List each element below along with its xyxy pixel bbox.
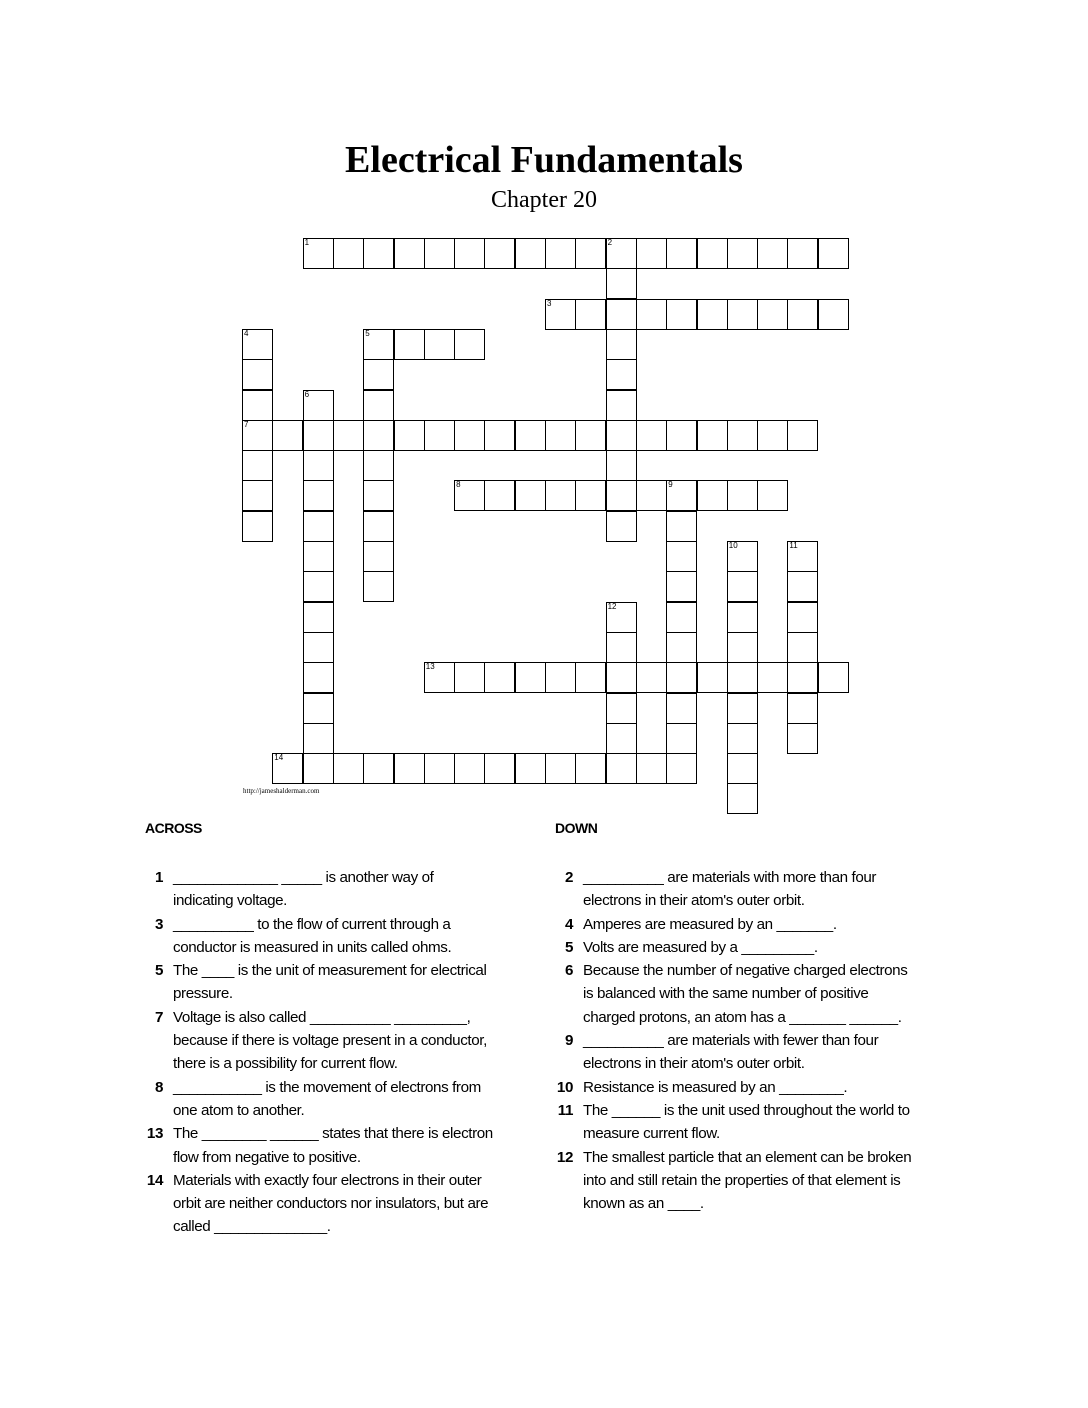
source-url: http://jameshalderman.com (243, 787, 320, 795)
grid-cell[interactable] (666, 723, 697, 754)
grid-cell[interactable] (424, 329, 455, 360)
grid-cell[interactable] (787, 571, 818, 602)
across-clue-list (141, 866, 496, 1239)
page-title: Electrical Fundamentals (345, 139, 743, 181)
clue-down-12: 12 The smallest particle that an element can be broken into and still retain the properties of that element is known as an ____. (556, 1148, 912, 1213)
grid-cell[interactable] (545, 420, 576, 451)
grid-cell[interactable] (575, 238, 606, 269)
grid-cell[interactable] (606, 329, 637, 360)
grid-cell[interactable] (787, 662, 818, 693)
grid-cell[interactable] (454, 753, 485, 784)
grid-cell[interactable] (666, 662, 697, 693)
clue-number: 13 (425, 662, 435, 672)
grid-cell[interactable] (242, 329, 273, 360)
grid-cell[interactable] (515, 480, 546, 511)
grid-cell[interactable] (666, 480, 697, 511)
grid-cell[interactable] (303, 723, 334, 754)
grid-cell[interactable] (727, 723, 758, 754)
grid-cell[interactable] (242, 359, 273, 390)
grid-cell[interactable] (606, 238, 637, 269)
grid-cell[interactable] (515, 420, 546, 451)
grid-cell[interactable] (363, 238, 394, 269)
grid-cell[interactable] (454, 329, 485, 360)
grid-cell[interactable] (727, 602, 758, 633)
grid-cell[interactable] (787, 693, 818, 724)
grid-cell[interactable] (363, 541, 394, 572)
grid-cell[interactable] (242, 390, 273, 421)
grid-cell[interactable] (818, 299, 849, 330)
grid-cell[interactable] (697, 480, 728, 511)
grid-cell[interactable] (303, 420, 334, 451)
clue-number: 1 (304, 238, 310, 247)
grid-cell[interactable] (545, 238, 576, 269)
clue-down-5: 5 Volts are measured by a _________. (564, 938, 818, 956)
down-clue-list (551, 866, 921, 1215)
clue-across-5: 5 The ____ is the unit of measurement for electrical pressure. (154, 962, 487, 1003)
grid-cell[interactable] (242, 450, 273, 481)
grid-cell[interactable] (484, 420, 515, 451)
grid-cell[interactable] (454, 662, 485, 693)
grid-cell[interactable] (333, 238, 364, 269)
grid-cell[interactable] (363, 359, 394, 390)
grid-cell[interactable] (727, 299, 758, 330)
grid-cell[interactable] (697, 238, 728, 269)
grid-cell[interactable] (666, 571, 697, 602)
grid-cell[interactable] (575, 480, 606, 511)
grid-cell[interactable] (303, 662, 334, 693)
grid-cell[interactable] (363, 511, 394, 542)
grid-cell[interactable] (242, 511, 273, 542)
grid-cell[interactable] (454, 420, 485, 451)
clue-number: 5 (365, 328, 370, 338)
grid-cell[interactable] (757, 238, 788, 269)
grid-cell[interactable] (606, 753, 637, 784)
clue-down-10: 10 Resistance is measured by an ________. (556, 1078, 848, 1096)
grid-cell[interactable] (575, 662, 606, 693)
grid-cell[interactable] (484, 238, 515, 269)
grid-cell[interactable] (606, 662, 637, 693)
grid-cell[interactable] (787, 602, 818, 633)
grid-cell[interactable] (787, 723, 818, 754)
grid-cell[interactable] (727, 632, 758, 663)
grid-cell[interactable] (303, 753, 334, 784)
grid-cell[interactable] (515, 238, 546, 269)
grid-cell[interactable] (545, 480, 576, 511)
grid-cell[interactable] (666, 541, 697, 572)
clue-across-8: 8 ___________ is the movement of electrons from one atom to another. (154, 1078, 481, 1119)
grid-cell[interactable] (727, 783, 758, 814)
grid-cell[interactable] (363, 480, 394, 511)
grid-cell[interactable] (363, 753, 394, 784)
grid-cell[interactable] (818, 662, 849, 693)
clue-number: 12 (607, 601, 617, 611)
grid-cell[interactable] (727, 238, 758, 269)
grid-cell[interactable] (606, 268, 637, 299)
grid-cell[interactable] (666, 632, 697, 663)
down-heading: DOWN (555, 820, 598, 836)
grid-cell[interactable] (545, 753, 576, 784)
page-subtitle: Chapter 20 (491, 187, 597, 213)
grid-cell[interactable] (606, 632, 637, 663)
grid-cell[interactable] (394, 329, 425, 360)
grid-cell[interactable] (727, 753, 758, 784)
grid-cell[interactable] (606, 602, 637, 633)
grid-cell[interactable] (303, 693, 334, 724)
grid-cell[interactable] (636, 299, 667, 330)
clue-across-7: 7 Voltage is also called __________ _________, because if there is voltage present in a conductor, there is a possibility for current flow. (154, 1008, 487, 1073)
clue-across-13: 13 The ________ ______ states that there is electron flow from negative to positive. (146, 1125, 493, 1166)
grid-cell[interactable] (606, 390, 637, 421)
grid-cell[interactable] (818, 238, 849, 269)
grid-cell[interactable] (727, 693, 758, 724)
grid-cell[interactable] (606, 693, 637, 724)
grid-cell[interactable] (606, 450, 637, 481)
clue-number: 8 (456, 480, 461, 490)
grid-cell[interactable] (787, 541, 818, 572)
grid-cell[interactable] (606, 299, 637, 330)
grid-cell[interactable] (606, 480, 637, 511)
clue-down-11: 11 The ______ is the unit used throughout the world to measure current flow. (557, 1101, 910, 1143)
grid-cell[interactable] (606, 723, 637, 754)
grid-cell[interactable] (666, 753, 697, 784)
grid-cell[interactable] (363, 420, 394, 451)
grid-cell[interactable] (606, 359, 637, 390)
clue-number: 2 (607, 238, 613, 247)
grid-cell[interactable] (424, 420, 455, 451)
grid-cell[interactable] (787, 420, 818, 451)
clue-across-14: 14 Materials with exactly four electrons in their outer orbit are neither conductors nor insulators, but are called ______________. (146, 1171, 489, 1236)
grid-cell[interactable] (424, 753, 455, 784)
clue-number: 7 (244, 419, 249, 429)
grid-cell[interactable] (424, 238, 455, 269)
grid-cell[interactable] (727, 541, 758, 572)
grid-cell[interactable] (757, 480, 788, 511)
clue-number: 9 (668, 480, 673, 490)
grid-cell[interactable] (545, 299, 576, 330)
grid-cell[interactable] (606, 511, 637, 542)
clue-across-1: 1 _____________ _____ is another way of indicating voltage. (154, 869, 434, 910)
grid-cell[interactable] (636, 420, 667, 451)
grid-cell[interactable] (727, 571, 758, 602)
grid-cell[interactable] (666, 511, 697, 542)
grid-cell[interactable] (242, 420, 273, 451)
clue-number: 11 (789, 541, 798, 550)
grid-cell[interactable] (303, 450, 334, 481)
grid-cell[interactable] (454, 238, 485, 269)
grid-cell[interactable] (666, 420, 697, 451)
clue-down-6: 6 Because the number of negative charged electrons is balanced with the same number of positive charged protons, an atom has a _______ ______. (564, 962, 908, 1026)
clue-number: 3 (547, 298, 552, 308)
grid-cell[interactable] (303, 541, 334, 572)
grid-cell[interactable] (272, 420, 303, 451)
grid-cell[interactable] (787, 632, 818, 663)
clue-across-3: 3 __________ to the flow of current through a conductor is measured in units called ohms. (154, 915, 452, 956)
grid-cell[interactable] (333, 420, 364, 451)
grid-cell[interactable] (363, 329, 394, 360)
grid-cell[interactable] (757, 420, 788, 451)
grid-cell[interactable] (575, 753, 606, 784)
grid-cell[interactable] (303, 511, 334, 542)
grid-cell[interactable] (727, 662, 758, 693)
grid-cell[interactable] (697, 662, 728, 693)
grid-cell[interactable] (363, 450, 394, 481)
grid-cell[interactable] (394, 753, 425, 784)
grid-cell[interactable] (454, 480, 485, 511)
grid-cell[interactable] (363, 571, 394, 602)
grid-cell[interactable] (303, 480, 334, 511)
grid-cell[interactable] (515, 753, 546, 784)
grid-cell[interactable] (394, 238, 425, 269)
grid-cell[interactable] (242, 480, 273, 511)
grid-cell[interactable] (484, 753, 515, 784)
grid-cell[interactable] (666, 299, 697, 330)
grid-cell[interactable] (727, 420, 758, 451)
grid-cell[interactable] (484, 662, 515, 693)
grid-cell[interactable] (636, 662, 667, 693)
grid-cell[interactable] (697, 420, 728, 451)
clue-number: 4 (244, 328, 249, 338)
grid-cell[interactable] (727, 480, 758, 511)
clue-down-2: 2 __________ are materials with more than four electrons in their atom's outer orbit. (564, 869, 877, 910)
grid-cell[interactable] (636, 238, 667, 269)
grid-cell[interactable] (606, 420, 637, 451)
grid-cell[interactable] (666, 693, 697, 724)
grid-cell[interactable] (272, 753, 303, 784)
grid-cell[interactable] (666, 602, 697, 633)
grid-cell[interactable] (303, 238, 334, 269)
grid-cell[interactable] (757, 299, 788, 330)
clue-number: 14 (274, 753, 284, 763)
grid-cell[interactable] (303, 632, 334, 663)
clue-down-9: 9 __________ are materials with fewer than four electrons in their atom's outer orbit. (564, 1032, 879, 1073)
grid-cell[interactable] (303, 571, 334, 602)
grid-cell[interactable] (636, 753, 667, 784)
grid-cell[interactable] (515, 662, 546, 693)
clue-number: 6 (304, 389, 310, 399)
grid-cell[interactable] (333, 753, 364, 784)
grid-cell[interactable] (424, 662, 455, 693)
grid-cell[interactable] (303, 390, 334, 421)
across-heading: ACROSS (145, 820, 202, 836)
grid-cell[interactable] (787, 299, 818, 330)
clue-down-4: 4 Amperes are measured by an _______. (564, 915, 837, 933)
grid-cell[interactable] (545, 662, 576, 693)
grid-cell[interactable] (697, 299, 728, 330)
grid-cell[interactable] (575, 299, 606, 330)
grid-cell[interactable] (787, 238, 818, 269)
clue-number: 10 (728, 541, 738, 550)
grid-cell[interactable] (666, 238, 697, 269)
grid-cell[interactable] (636, 480, 667, 511)
grid-cell[interactable] (757, 662, 788, 693)
grid-cell[interactable] (363, 390, 394, 421)
grid-cell[interactable] (394, 420, 425, 451)
grid-cell[interactable] (575, 420, 606, 451)
grid-cell[interactable] (303, 602, 334, 633)
grid-cell[interactable] (484, 480, 515, 511)
